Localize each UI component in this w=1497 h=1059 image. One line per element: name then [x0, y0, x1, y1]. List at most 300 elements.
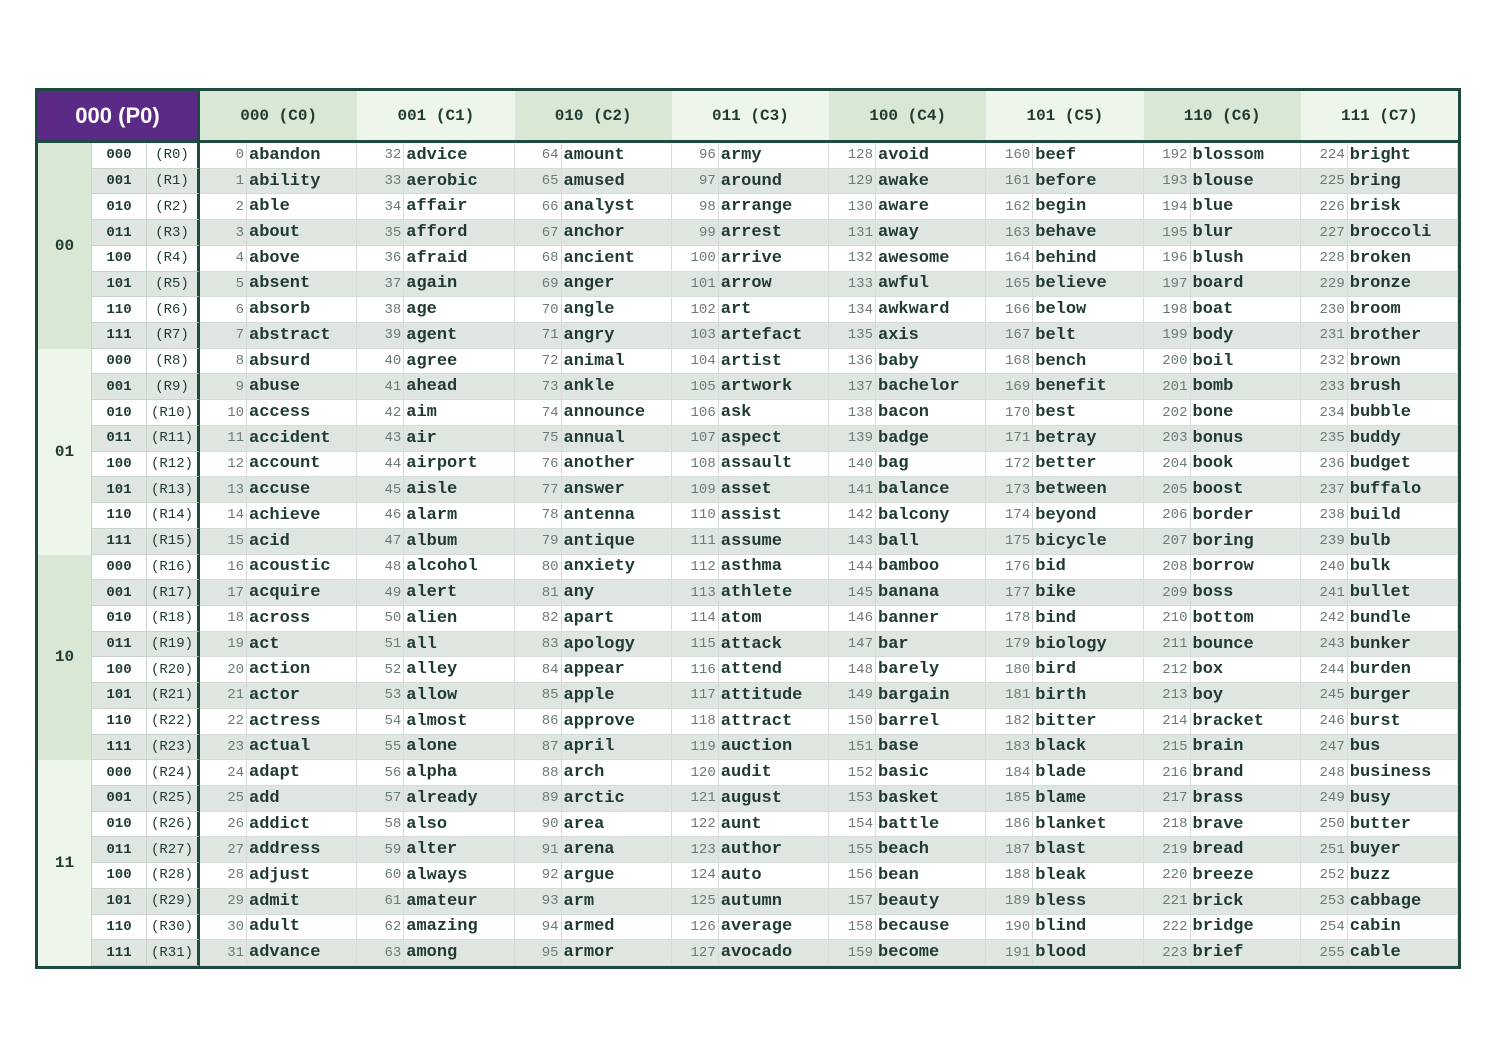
word-text: buffalo	[1349, 480, 1422, 500]
word-text: acoustic	[249, 557, 331, 577]
word-cell	[672, 580, 829, 606]
word-index: 162	[986, 194, 1033, 219]
word-cell	[1301, 477, 1458, 503]
word-cell	[1144, 477, 1301, 503]
column-header: 011 (C3)	[672, 91, 829, 143]
word-text: anchor	[563, 223, 625, 243]
word-text: again	[406, 274, 458, 294]
word-index: 157	[829, 889, 876, 914]
word-cell	[200, 426, 357, 452]
word-index: 86	[515, 709, 562, 734]
word-index: 209	[1144, 580, 1191, 605]
word-text: bonus	[1192, 428, 1244, 448]
word-cell	[200, 323, 357, 349]
word-cell	[829, 169, 986, 195]
word-cell	[672, 735, 829, 761]
word-cell	[829, 940, 986, 966]
word-text: buyer	[1349, 840, 1401, 860]
word-cell	[200, 709, 357, 735]
word-cell	[672, 555, 829, 581]
word-text: assume	[720, 531, 782, 551]
row-name: (R2)	[146, 194, 200, 220]
word-text: advice	[406, 145, 468, 165]
word-text: balcony	[878, 505, 950, 525]
word-cell	[986, 169, 1143, 195]
row-name: (R18)	[146, 606, 200, 632]
word-text: bike	[1035, 583, 1077, 603]
word-cell	[672, 143, 829, 169]
word-index: 47	[357, 529, 404, 554]
row-bits: 011	[91, 220, 146, 246]
word-cell	[672, 889, 829, 915]
row-bits: 110	[91, 709, 146, 735]
word-index: 192	[1144, 143, 1191, 168]
word-cell	[829, 786, 986, 812]
word-index: 110	[672, 503, 719, 528]
word-index: 233	[1301, 374, 1348, 399]
word-cell	[515, 940, 672, 966]
row-name: (R0)	[146, 143, 200, 169]
word-index: 22	[200, 709, 247, 734]
word-index: 207	[1144, 529, 1191, 554]
word-index: 103	[672, 323, 719, 348]
word-cell	[986, 555, 1143, 581]
word-text: brass	[1192, 788, 1244, 808]
word-cell	[515, 503, 672, 529]
word-cell	[1301, 940, 1458, 966]
word-index: 97	[672, 169, 719, 194]
word-text: answer	[563, 480, 625, 500]
word-index: 241	[1301, 580, 1348, 605]
word-index: 148	[829, 657, 876, 682]
word-index: 3	[200, 220, 247, 245]
word-index: 133	[829, 272, 876, 297]
word-cell	[829, 503, 986, 529]
row-bits: 000	[91, 555, 146, 581]
word-text: awesome	[878, 248, 950, 268]
word-text: august	[720, 788, 782, 808]
word-text: accuse	[249, 480, 311, 500]
word-cell	[200, 889, 357, 915]
word-cell	[986, 426, 1143, 452]
word-text: busy	[1349, 788, 1391, 808]
word-index: 0	[200, 143, 247, 168]
word-cell	[672, 400, 829, 426]
word-index: 245	[1301, 683, 1348, 708]
word-index: 122	[672, 812, 719, 837]
word-cell	[672, 529, 829, 555]
word-cell	[986, 452, 1143, 478]
word-text: ancient	[563, 248, 635, 268]
word-index: 217	[1144, 786, 1191, 811]
word-cell	[1301, 812, 1458, 838]
word-cell	[986, 735, 1143, 761]
word-index: 14	[200, 503, 247, 528]
word-index: 40	[357, 349, 404, 374]
word-cell	[829, 143, 986, 169]
word-text: april	[563, 737, 615, 757]
word-text: blame	[1035, 788, 1087, 808]
word-index: 63	[357, 940, 404, 965]
word-index: 213	[1144, 683, 1191, 708]
word-text: bracket	[1192, 711, 1264, 731]
word-cell	[1144, 400, 1301, 426]
word-index: 139	[829, 426, 876, 451]
word-cell	[357, 349, 514, 375]
word-index: 75	[515, 426, 562, 451]
word-index: 137	[829, 374, 876, 399]
word-index: 177	[986, 580, 1033, 605]
word-index: 119	[672, 735, 719, 760]
word-index: 27	[200, 837, 247, 862]
word-index: 32	[357, 143, 404, 168]
word-index: 246	[1301, 709, 1348, 734]
word-text: animal	[563, 351, 625, 371]
word-cell	[200, 786, 357, 812]
word-cell	[986, 940, 1143, 966]
word-cell	[1144, 272, 1301, 298]
word-text: act	[249, 634, 280, 654]
word-cell	[200, 632, 357, 658]
word-cell	[1144, 580, 1301, 606]
word-cell	[829, 220, 986, 246]
word-index: 25	[200, 786, 247, 811]
word-text: belt	[1035, 325, 1077, 345]
word-cell	[357, 529, 514, 555]
word-index: 30	[200, 915, 247, 940]
word-cell	[829, 400, 986, 426]
word-index: 96	[672, 143, 719, 168]
word-index: 69	[515, 272, 562, 297]
word-cell	[1144, 632, 1301, 658]
row-bits: 100	[91, 657, 146, 683]
word-text: already	[406, 788, 478, 808]
word-index: 88	[515, 760, 562, 785]
word-cell	[1144, 812, 1301, 838]
word-index: 252	[1301, 863, 1348, 888]
word-cell	[829, 374, 986, 400]
word-text: any	[563, 583, 595, 603]
word-index: 52	[357, 657, 404, 682]
word-text: basket	[878, 788, 940, 808]
word-text: broken	[1349, 248, 1411, 268]
word-index: 151	[829, 735, 876, 760]
word-cell	[986, 220, 1143, 246]
word-index: 169	[986, 374, 1033, 399]
word-cell	[1144, 709, 1301, 735]
word-text: boat	[1192, 300, 1234, 320]
word-cell	[357, 452, 514, 478]
word-index: 144	[829, 555, 876, 580]
word-cell	[357, 374, 514, 400]
word-text: arm	[563, 891, 595, 911]
word-cell	[200, 580, 357, 606]
word-index: 182	[986, 709, 1033, 734]
word-cell	[1301, 297, 1458, 323]
word-index: 111	[672, 529, 719, 554]
row-name: (R8)	[146, 349, 200, 375]
word-cell	[515, 709, 672, 735]
word-cell	[357, 503, 514, 529]
word-index: 7	[200, 323, 247, 348]
word-index: 84	[515, 657, 562, 682]
word-cell	[1301, 735, 1458, 761]
word-index: 56	[357, 760, 404, 785]
word-text: buddy	[1349, 428, 1401, 448]
word-text: attract	[720, 711, 793, 731]
word-text: antique	[563, 531, 635, 551]
word-cell	[357, 323, 514, 349]
word-cell	[829, 683, 986, 709]
page-label: 000 (P0)	[38, 91, 200, 143]
word-text: avoid	[878, 145, 930, 165]
word-index: 179	[986, 632, 1033, 657]
row-name: (R26)	[146, 812, 200, 838]
word-cell	[1144, 426, 1301, 452]
word-cell	[986, 246, 1143, 272]
word-index: 155	[829, 837, 876, 862]
word-index: 180	[986, 657, 1033, 682]
word-cell	[672, 915, 829, 941]
word-cell	[986, 863, 1143, 889]
word-index: 201	[1144, 374, 1191, 399]
word-cell	[672, 940, 829, 966]
word-index: 33	[357, 169, 404, 194]
word-index: 91	[515, 837, 562, 862]
word-text: add	[249, 788, 280, 808]
word-index: 44	[357, 452, 404, 477]
word-index: 26	[200, 812, 247, 837]
word-index: 222	[1144, 915, 1191, 940]
word-text: book	[1192, 454, 1234, 474]
word-index: 101	[672, 272, 719, 297]
word-index: 113	[672, 580, 719, 605]
word-index: 134	[829, 297, 876, 322]
word-index: 70	[515, 297, 562, 322]
word-cell	[357, 760, 514, 786]
word-index: 211	[1144, 632, 1191, 657]
word-cell	[515, 323, 672, 349]
word-cell	[1301, 452, 1458, 478]
word-text: awake	[878, 171, 930, 191]
word-index: 106	[672, 400, 719, 425]
row-name: (R22)	[146, 709, 200, 735]
word-text: adjust	[249, 865, 311, 885]
word-text: boost	[1192, 480, 1244, 500]
word-text: alarm	[406, 505, 458, 525]
word-text: alcohol	[406, 557, 478, 577]
row-name: (R13)	[146, 477, 200, 503]
word-cell	[357, 889, 514, 915]
word-index: 94	[515, 915, 562, 940]
word-cell	[200, 349, 357, 375]
row-bits: 100	[91, 246, 146, 272]
word-text: bitter	[1035, 711, 1097, 731]
row-bits: 110	[91, 297, 146, 323]
word-index: 10	[200, 400, 247, 425]
word-cell	[1144, 863, 1301, 889]
word-cell	[200, 555, 357, 581]
word-text: blue	[1192, 197, 1234, 217]
word-text: boil	[1192, 351, 1234, 371]
word-cell	[829, 915, 986, 941]
word-text: believe	[1035, 274, 1107, 294]
row-name: (R28)	[146, 863, 200, 889]
word-index: 105	[672, 374, 719, 399]
row-bits: 110	[91, 503, 146, 529]
word-index: 51	[357, 632, 404, 657]
word-cell	[515, 477, 672, 503]
word-index: 167	[986, 323, 1033, 348]
word-index: 1	[200, 169, 247, 194]
word-index: 121	[672, 786, 719, 811]
word-text: borrow	[1192, 557, 1254, 577]
word-text: bicycle	[1035, 531, 1107, 551]
word-cell	[1144, 837, 1301, 863]
word-cell	[829, 735, 986, 761]
row-bits: 110	[91, 915, 146, 941]
row-bits: 010	[91, 194, 146, 220]
row-bits: 111	[91, 323, 146, 349]
row-name: (R6)	[146, 297, 200, 323]
word-text: barely	[878, 660, 940, 680]
word-index: 114	[672, 606, 719, 631]
word-text: blur	[1192, 223, 1234, 243]
word-text: bread	[1192, 840, 1244, 860]
row-bits: 011	[91, 426, 146, 452]
word-cell	[1301, 323, 1458, 349]
word-cell	[200, 220, 357, 246]
word-text: arrow	[720, 274, 772, 294]
word-cell	[1301, 246, 1458, 272]
word-cell	[1301, 555, 1458, 581]
word-cell	[986, 837, 1143, 863]
word-text: burden	[1349, 660, 1411, 680]
word-text: argue	[563, 865, 615, 885]
word-cell	[1144, 220, 1301, 246]
word-index: 218	[1144, 812, 1191, 837]
word-index: 85	[515, 683, 562, 708]
word-text: bar	[878, 634, 909, 654]
word-text: across	[249, 608, 311, 628]
word-index: 109	[672, 477, 719, 502]
word-text: among	[406, 943, 458, 963]
word-cell	[515, 889, 672, 915]
word-cell	[200, 194, 357, 220]
word-text: business	[1349, 763, 1432, 783]
row-bits: 101	[91, 683, 146, 709]
word-index: 195	[1144, 220, 1191, 245]
word-cell	[986, 683, 1143, 709]
word-cell	[1301, 889, 1458, 915]
word-text: blanket	[1035, 814, 1107, 834]
word-index: 214	[1144, 709, 1191, 734]
word-text: amount	[563, 145, 625, 165]
row-bits: 011	[91, 837, 146, 863]
word-cell	[515, 272, 672, 298]
word-text: about	[249, 223, 301, 243]
word-text: audit	[720, 763, 772, 783]
row-name: (R31)	[146, 940, 200, 966]
word-cell	[515, 786, 672, 812]
word-text: able	[249, 197, 290, 217]
word-cell	[515, 760, 672, 786]
word-index: 65	[515, 169, 562, 194]
word-text: bounce	[1192, 634, 1254, 654]
word-cell	[829, 477, 986, 503]
word-text: auction	[720, 737, 793, 757]
word-index: 89	[515, 786, 562, 811]
word-index: 254	[1301, 915, 1348, 940]
word-cell	[1144, 349, 1301, 375]
word-cell	[672, 323, 829, 349]
word-index: 116	[672, 657, 719, 682]
row-bits: 000	[91, 143, 146, 169]
word-cell	[1301, 683, 1458, 709]
word-cell	[986, 400, 1143, 426]
word-index: 43	[357, 426, 404, 451]
word-text: approve	[563, 711, 635, 731]
word-index: 175	[986, 529, 1033, 554]
word-text: album	[406, 531, 458, 551]
word-index: 160	[986, 143, 1033, 168]
word-text: bone	[1192, 403, 1234, 423]
word-cell	[515, 246, 672, 272]
word-cell	[1301, 220, 1458, 246]
word-index: 203	[1144, 426, 1191, 451]
column-header: 000 (C0)	[200, 91, 357, 143]
word-text: betray	[1035, 428, 1097, 448]
word-index: 29	[200, 889, 247, 914]
word-index: 250	[1301, 812, 1348, 837]
word-index: 19	[200, 632, 247, 657]
word-index: 8	[200, 349, 247, 374]
word-text: aunt	[720, 814, 762, 834]
word-index: 140	[829, 452, 876, 477]
word-index: 202	[1144, 400, 1191, 425]
column-header: 100 (C4)	[829, 91, 986, 143]
word-text: acquire	[249, 583, 321, 603]
word-index: 13	[200, 477, 247, 502]
word-cell	[200, 169, 357, 195]
word-cell	[200, 143, 357, 169]
word-index: 138	[829, 400, 876, 425]
word-text: boss	[1192, 583, 1234, 603]
word-text: bulk	[1349, 557, 1391, 577]
word-text: asthma	[720, 557, 782, 577]
word-text: bleak	[1035, 865, 1087, 885]
word-index: 120	[672, 760, 719, 785]
word-cell	[672, 503, 829, 529]
word-index: 60	[357, 863, 404, 888]
word-text: arctic	[563, 788, 625, 808]
word-index: 115	[672, 632, 719, 657]
word-cell	[672, 246, 829, 272]
word-index: 240	[1301, 555, 1348, 580]
word-index: 237	[1301, 477, 1348, 502]
word-index: 58	[357, 812, 404, 837]
word-text: admit	[249, 891, 301, 911]
word-text: adult	[249, 917, 301, 937]
word-cell	[672, 709, 829, 735]
word-text: acid	[249, 531, 290, 551]
word-text: alley	[406, 660, 458, 680]
word-text: age	[406, 300, 437, 320]
word-index: 199	[1144, 323, 1191, 348]
word-text: box	[1192, 660, 1224, 680]
word-text: bus	[1349, 737, 1381, 757]
word-index: 171	[986, 426, 1033, 451]
